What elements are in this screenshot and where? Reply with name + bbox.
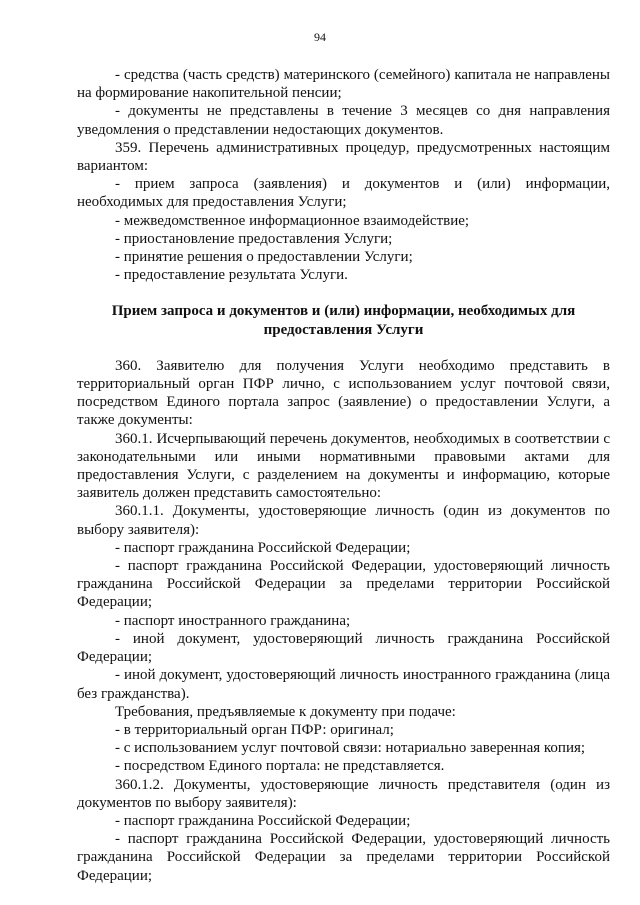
list-item: - в территориальный орган ПФР: оригинал; <box>115 721 394 738</box>
list-item: - посредством Единого портала: не представляется. <box>115 758 445 775</box>
paragraph: 360.1. Исчерпывающий перечень документов, необходимых в соответствии с законодательными или иными нормативными правовыми актами для предоставления Услуги, с разделением на документы и информацию, которые заявитель должен представить самостоятельно: <box>77 430 610 502</box>
list-item: - межведомственное информационное взаимодействие; <box>115 212 470 229</box>
paragraph: - средства (часть средств) материнского (семейного) капитала не направлены на формирование накопительной пенсии; <box>77 67 610 102</box>
list-item: - иной документ, удостоверяющий личность гражданина Российской Федерации; <box>77 630 610 666</box>
paragraph: 359. Перечень административных процедур, предусмотренных настоящим вариантом: <box>77 139 610 175</box>
list-item: - паспорт гражданина Российской Федерации, удостоверяющий личность гражданина Российской Федерации за пределами территории Российской Федерации; <box>77 558 610 611</box>
list-item: - паспорт гражданина Российской Федерации; <box>115 539 411 556</box>
list-item: - предоставление результата Услуги. <box>115 267 348 284</box>
paragraph: - документы не представлены в течение 3 месяцев со дня направления уведомления о представлении недостающих документов. <box>77 103 610 138</box>
document-body <box>77 66 610 885</box>
list-item: - паспорт иностранного гражданина; <box>115 612 351 629</box>
list-item: - паспорт гражданина Российской Федерации, удостоверяющий личность гражданина Российской Федерации за пределами территории Российской Федерации; <box>77 831 610 884</box>
paragraph: 360.1.1. Документы, удостоверяющие личность (один из документов по выбору заявителя): <box>77 503 610 538</box>
list-item: - паспорт гражданина Российской Федерации; <box>115 812 411 829</box>
list-item: - с использованием услуг почтовой связи: нотариально заверенная копия; <box>115 740 586 757</box>
paragraph: 360.1.2. Документы, удостоверяющие личность представителя (один из документов по выбору заявителя): <box>77 776 610 811</box>
list-item: - приостановление предоставления Услуги; <box>115 230 393 247</box>
list-item: - прием запроса (заявления) и документов и (или) информации, необходимых для предоставления Услуги; <box>77 176 610 211</box>
paragraph: 360. Заявителю для получения Услуги необходимо представить в территориальный орган ПФР лично, с использованием услуг почтовой связи, посредством Единого портала запрос (заявление) о предоставлении Услуги, а также документы: <box>77 357 610 429</box>
paragraph: Требования, предъявляемые к документу при подаче: <box>115 703 456 720</box>
section-heading: Прием запроса и документов и (или) информации, необходимых для предоставления Услуги <box>111 303 576 338</box>
page-number: 94 <box>314 30 326 44</box>
list-item: - принятие решения о предоставлении Услуги; <box>115 249 413 266</box>
list-item: - иной документ, удостоверяющий личность иностранного гражданина (лица без гражданства). <box>77 667 610 702</box>
